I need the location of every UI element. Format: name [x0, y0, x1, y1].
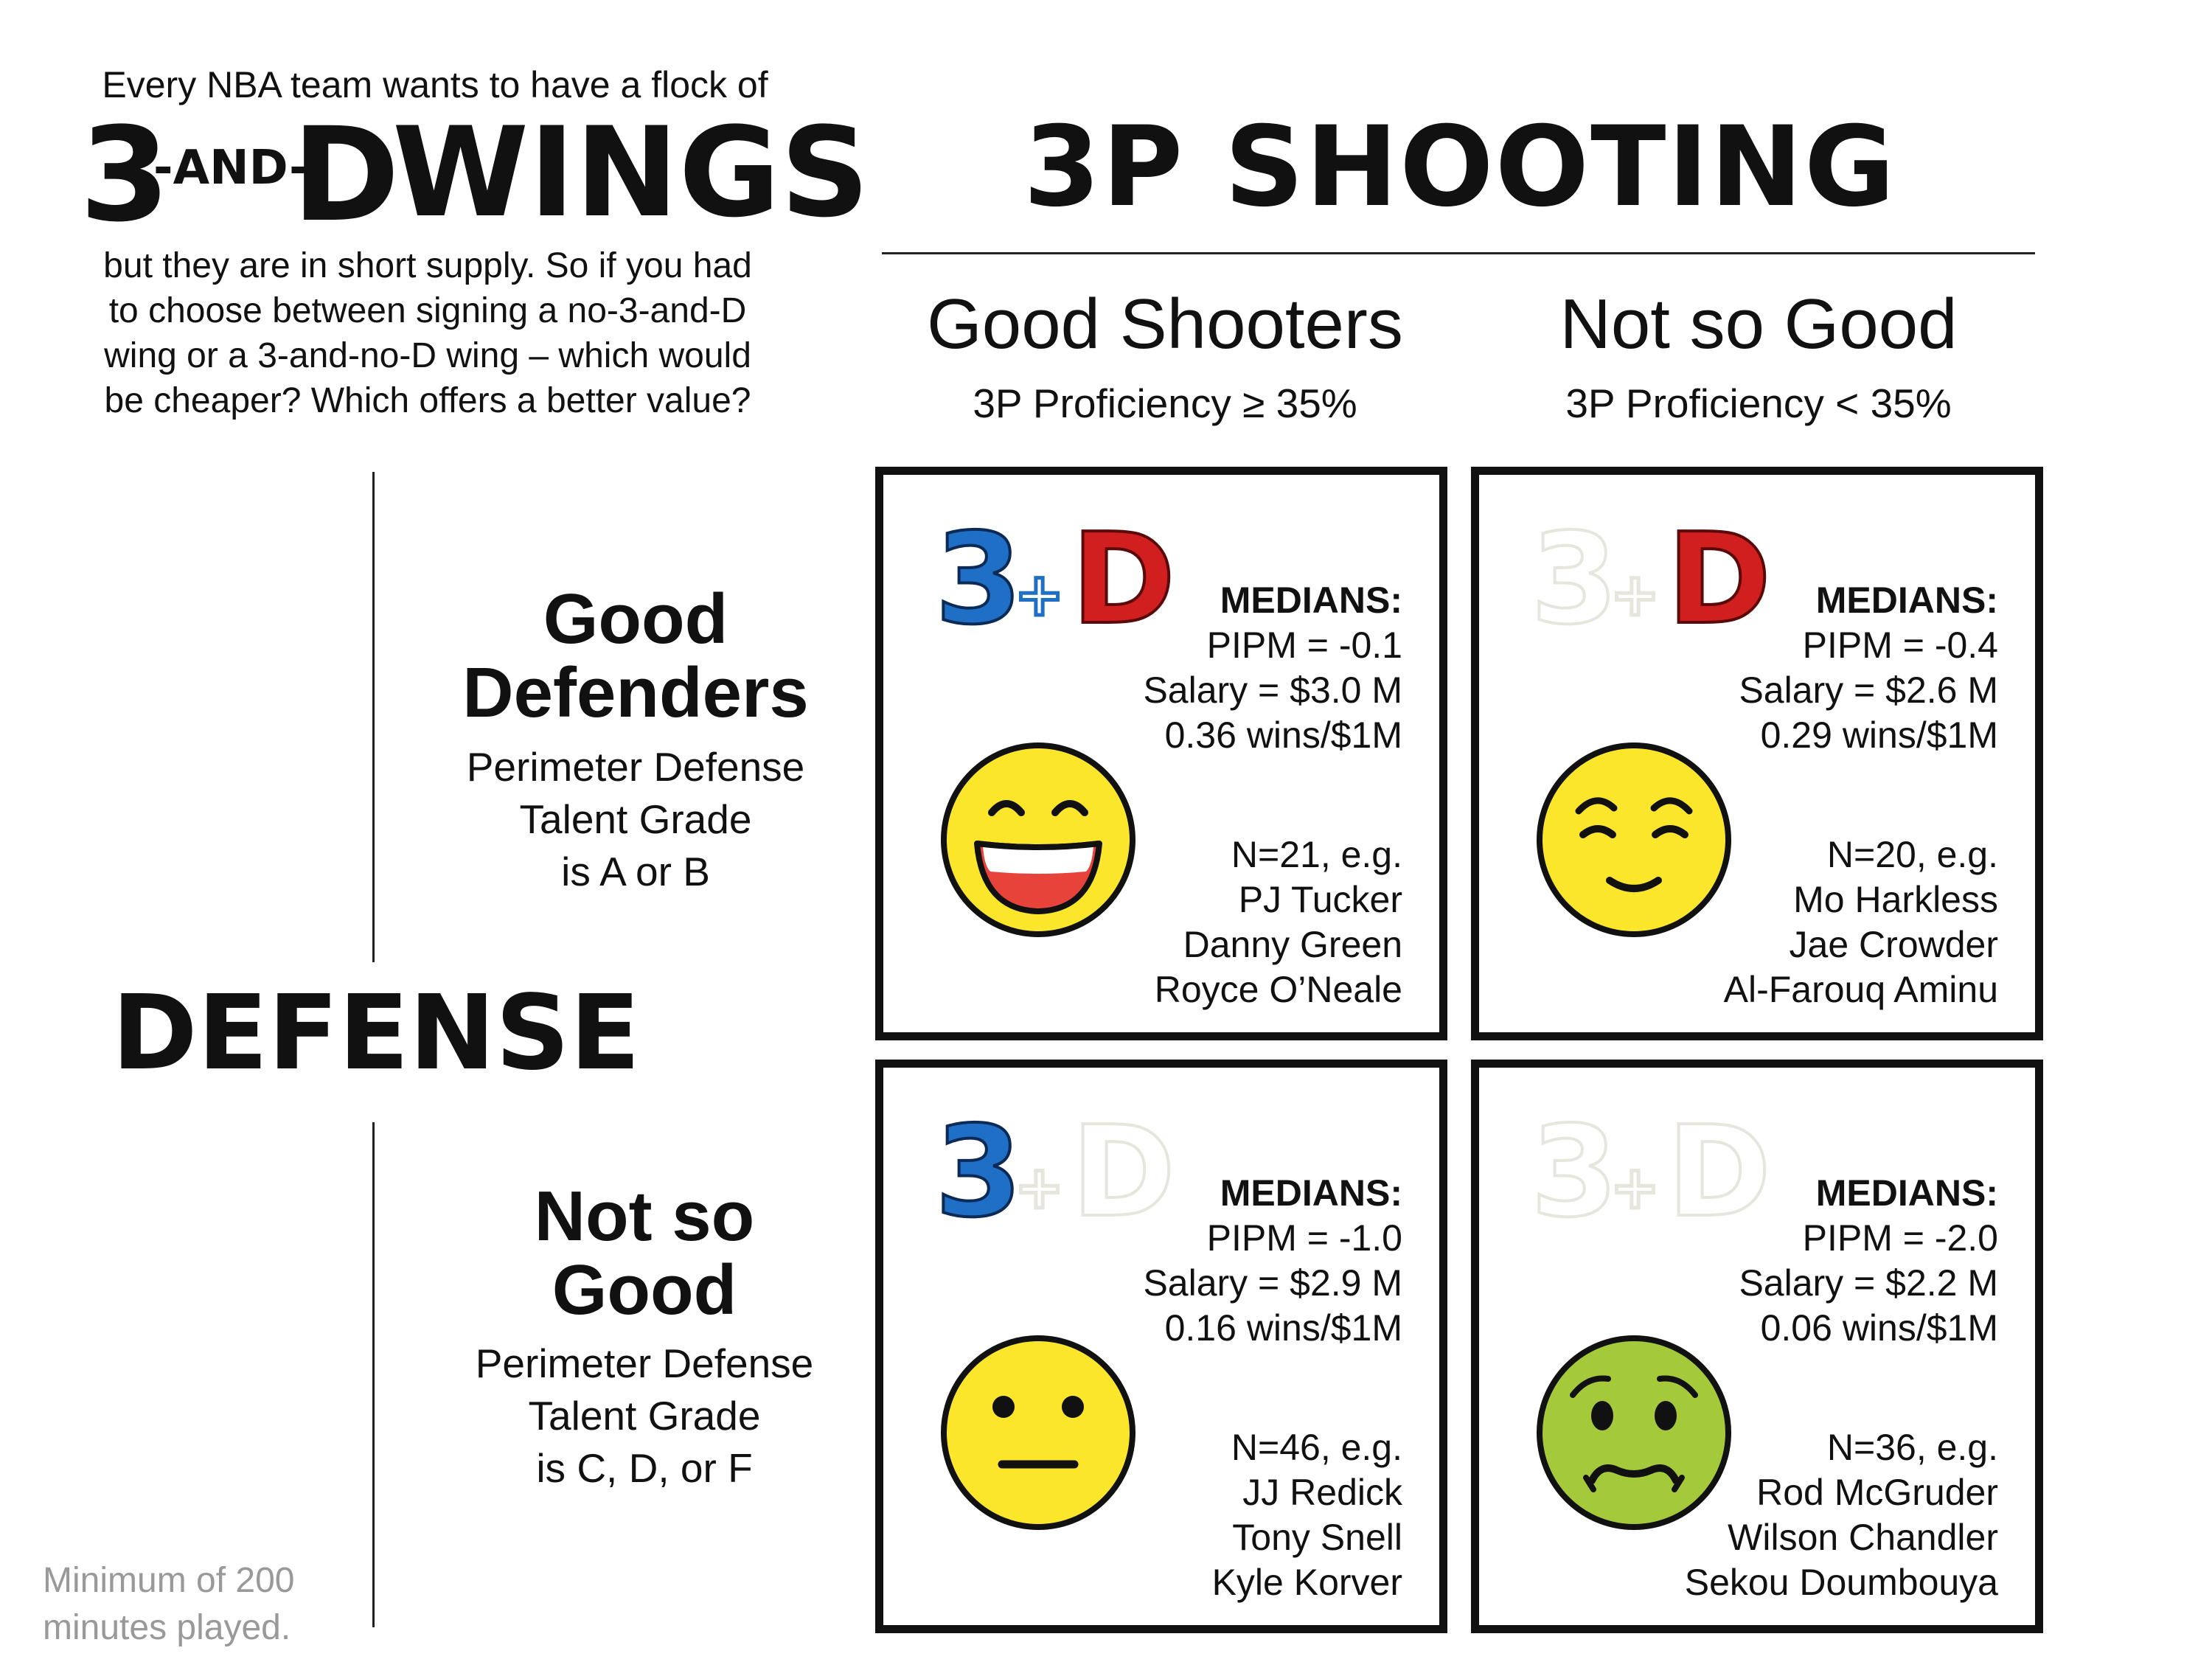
main-title [80, 100, 870, 251]
content-face-icon [1534, 740, 1733, 939]
intro-body-line: to choose between signing a no-3-and-D [108, 291, 747, 330]
logo-plus: + [1015, 560, 1065, 629]
column-title-good-shooters: Good Shooters [927, 285, 1403, 364]
sample-size: N=21, e.g. [1231, 834, 1402, 875]
row-title-line: Good [543, 580, 728, 658]
player-name: JJ Redick [1242, 1472, 1402, 1513]
intro-body [74, 243, 782, 423]
nauseated-face-icon [1534, 1333, 1733, 1532]
sample-size: N=20, e.g. [1826, 834, 1998, 875]
row-axis-title: DEFENSE [111, 973, 641, 1093]
column-axis-title: 3P SHOOTING [1023, 103, 1896, 232]
row-subtitle-good-defenders [429, 741, 842, 898]
column-axis-rule [882, 252, 2035, 254]
salary-value: Salary = $2.2 M [1739, 1262, 1998, 1304]
salary-value: Salary = $3.0 M [1143, 669, 1402, 711]
player-name: Royce O’Neale [1154, 969, 1402, 1010]
player-name: Wilson Chandler [1728, 1517, 1998, 1558]
pipm-value: PIPM = -1.0 [1206, 1217, 1402, 1259]
player-name: Sekou Doumbouya [1684, 1562, 1998, 1603]
sample-size: N=36, e.g. [1826, 1427, 1998, 1468]
logo-plus: + [1610, 1153, 1660, 1222]
title-three: 3 [80, 100, 170, 251]
player-name: Kyle Korver [1211, 1562, 1402, 1603]
medians-stats [1034, 578, 1402, 758]
row-axis-rule-top [372, 472, 375, 962]
logo-plus: + [1610, 560, 1660, 629]
player-name: Rod McGruder [1756, 1472, 1998, 1513]
cell-3-and-no-d [875, 1060, 1447, 1633]
salary-value: Salary = $2.6 M [1739, 669, 1998, 711]
cell-no-3-and-d [1471, 467, 2043, 1040]
row-title-line: Good [552, 1251, 737, 1329]
player-name: Mo Harkless [1793, 879, 1998, 920]
medians-label: MEDIANS: [1815, 580, 1998, 621]
player-name: Tony Snell [1232, 1517, 1402, 1558]
title-wings: WINGS [392, 100, 870, 245]
logo-three: 3 [935, 1105, 1023, 1237]
row-axis-rule-bottom [372, 1122, 375, 1627]
salary-value: Salary = $2.9 M [1143, 1262, 1402, 1304]
row-subtitle-not-so-good [438, 1338, 851, 1495]
pipm-value: PIPM = -0.1 [1206, 625, 1402, 666]
intro-body-line: wing or a 3-and-no-D wing – which would [104, 336, 751, 375]
wins-per-dollar: 0.36 wins/$1M [1164, 714, 1402, 756]
column-title-not-so-good: Not so Good [1559, 285, 1958, 364]
pipm-value: PIPM = -2.0 [1802, 1217, 1998, 1259]
pipm-value: PIPM = -0.4 [1802, 625, 1998, 666]
footnote-line: Minimum of 200 [43, 1561, 295, 1600]
medians-label: MEDIANS: [1220, 1172, 1402, 1214]
intro-top-line: Every NBA team wants to have a flock of [102, 64, 768, 105]
cell-no-3-and-no-d [1471, 1060, 2043, 1633]
row-subtitle-line: is C, D, or F [536, 1445, 753, 1491]
row-subtitle-line: Talent Grade [519, 796, 752, 842]
logo-three: 3 [1531, 1105, 1618, 1237]
logo-plus: + [1015, 1153, 1065, 1222]
column-subtitle-good-shooters: 3P Proficiency ≥ 35% [973, 380, 1357, 426]
medians-stats [1630, 578, 1998, 758]
row-subtitle-line: Perimeter Defense [475, 1340, 814, 1386]
footnote [43, 1557, 352, 1652]
medians-label: MEDIANS: [1220, 580, 1402, 621]
logo-d: D [1667, 1105, 1772, 1237]
logo-d: D [1071, 1105, 1176, 1237]
logo-three: 3 [1531, 512, 1618, 644]
grinning-face-icon [939, 740, 1138, 939]
logo-d: D [1667, 512, 1772, 644]
row-subtitle-line: Perimeter Defense [466, 744, 805, 790]
row-title-good-defenders [429, 582, 842, 730]
row-subtitle-line: Talent Grade [528, 1393, 761, 1439]
logo-three: 3 [935, 512, 1023, 644]
wins-per-dollar: 0.29 wins/$1M [1760, 714, 1998, 756]
intro-body-line: be cheaper? Which offers a better value? [104, 381, 751, 420]
medians-stats [1630, 1171, 1998, 1351]
medians-stats [1034, 1171, 1402, 1351]
sample-size: N=46, e.g. [1231, 1427, 1402, 1468]
cell-3-and-d [875, 467, 1447, 1040]
title-and: -AND- [153, 141, 309, 195]
player-name: Jae Crowder [1789, 924, 1998, 965]
intro-body-line: but they are in short supply. So if you had [103, 246, 752, 285]
column-subtitle-not-so-good: 3P Proficiency < 35% [1565, 380, 1952, 426]
footnote-line: minutes played. [43, 1608, 291, 1647]
logo-d: D [1071, 512, 1176, 644]
title-d: D [292, 100, 400, 251]
player-name: Al-Farouq Aminu [1723, 969, 1998, 1010]
row-title-line: Not so [534, 1177, 755, 1256]
row-subtitle-line: is A or B [561, 849, 710, 894]
row-title-line: Defenders [462, 653, 809, 732]
row-title-not-so-good [438, 1177, 851, 1329]
wins-per-dollar: 0.16 wins/$1M [1164, 1307, 1402, 1349]
wins-per-dollar: 0.06 wins/$1M [1760, 1307, 1998, 1349]
player-name: PJ Tucker [1238, 879, 1402, 920]
player-name: Danny Green [1183, 924, 1402, 965]
neutral-face-icon [939, 1333, 1138, 1532]
medians-label: MEDIANS: [1815, 1172, 1998, 1214]
